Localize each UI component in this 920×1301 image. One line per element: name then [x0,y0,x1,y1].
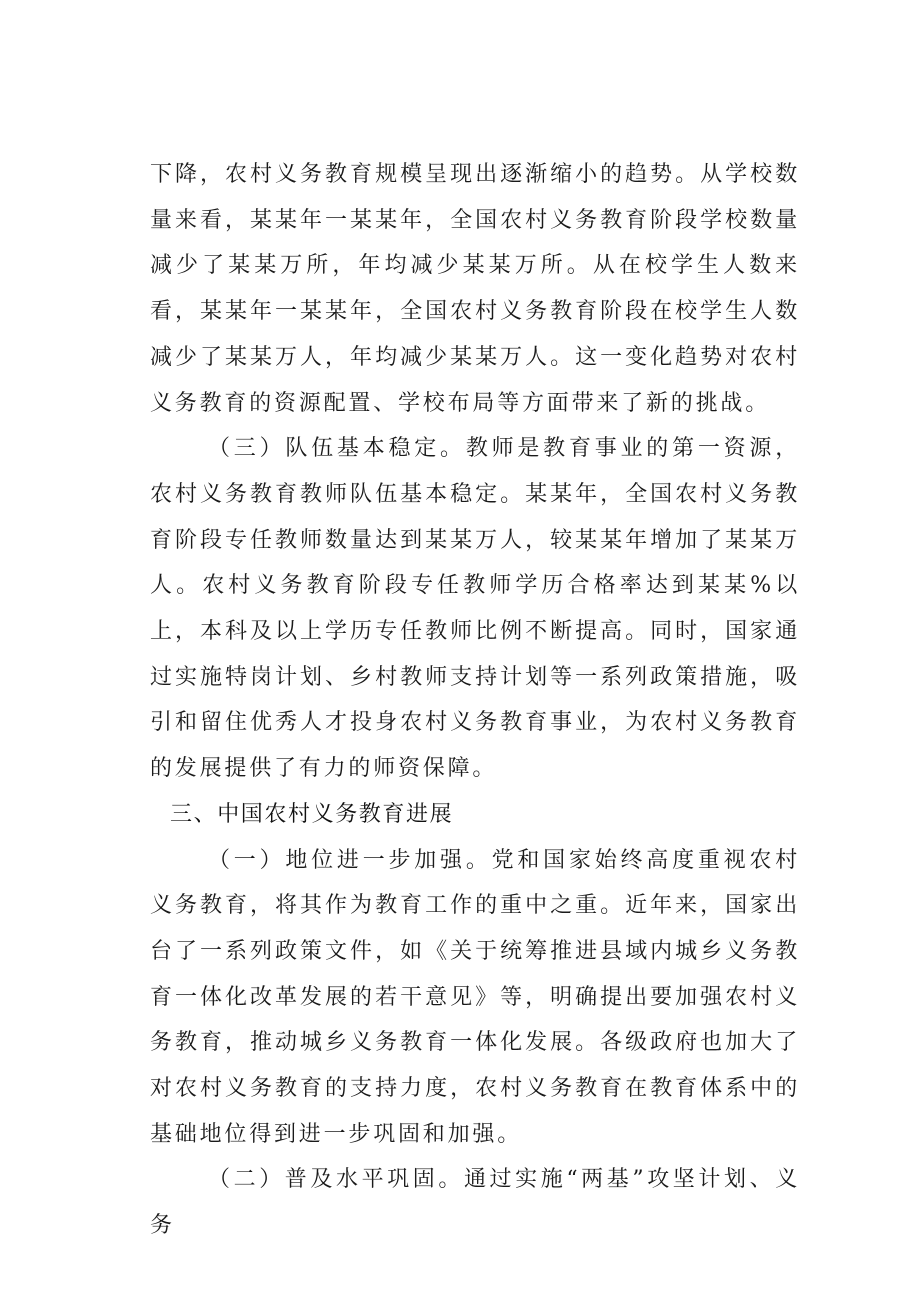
paragraph-enrollment-decline: 下降，农村义务教育规模呈现出逐渐缩小的趋势。从学校数量来看，某某年一某某年，全国农村义务教育阶段学校数量减少了某某万所，年均减少某某万所。从在校学生人数来看，某某年一某某年，全国农村义务教育阶段在校学生人数减少了某某万人，年均减少某某万人。这一变化趋势对农村义务教育的资源配置、学校布局等方面带来了新的挑战。 [150,162,800,416]
paragraph-universal-level: （二）普及水平巩固。通过实施“两基”攻坚计划、义务 [150,1167,800,1239]
paragraph-status-strengthened: （一）地位进一步加强。党和国家始终高度重视农村义务教育，将其作为教育工作的重中之重。近年来，国家出台了一系列政策文件，如《关于统筹推进县域内城乡义务教育一体化改革发展的若干意见》等，明确提出要加强农村义务教育，推动城乡义务教育一体化发展。各级政府也加大了对农村义务教育的支持力度，农村义务教育在教育体系中的基础地位得到进一步巩固和加强。 [150,847,800,1147]
section-heading-progress: 三、中国农村义务教育进展 [170,801,454,827]
paragraph-teacher-team-stable: （三）队伍基本稳定。教师是教育事业的第一资源，农村义务教育教师队伍基本稳定。某某年，全国农村义务教育阶段专任教师数量达到某某万人，较某某年增加了某某万人。农村义务教育阶段专任教师学历合格率达到某某%以上，本科及以上学历专任教师比例不断提高。同时，国家通过实施特岗计划、乡村教师支持计划等一系列政策措施，吸引和留住优秀人才投身农村义务教育事业，为农村义务教育的发展提供了有力的师资保障。 [150,436,800,782]
document-body [150,152,800,1249]
